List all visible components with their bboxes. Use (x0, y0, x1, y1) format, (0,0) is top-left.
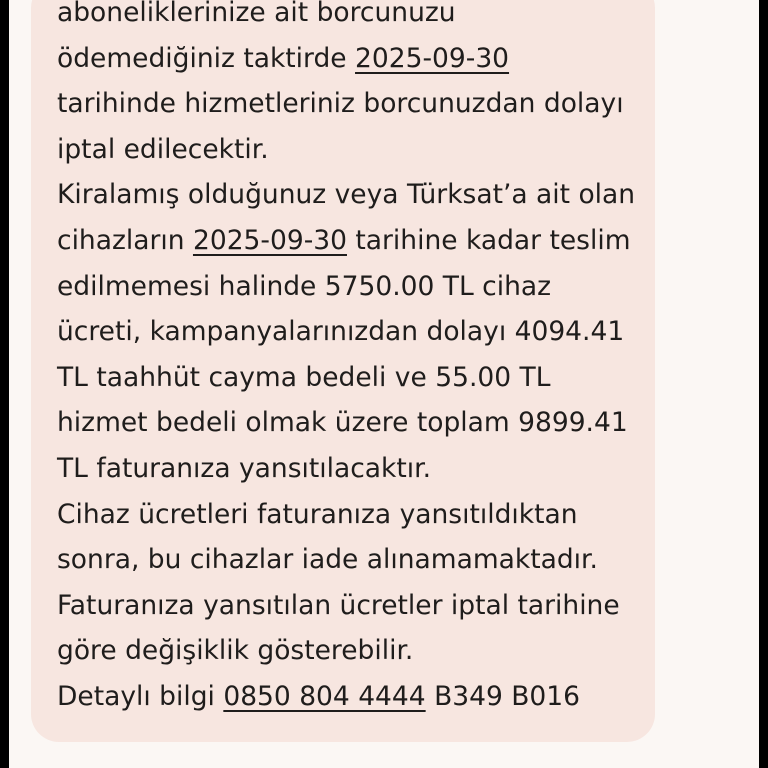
message-line (57, 446, 657, 492)
message-line (57, 583, 657, 629)
message-line (57, 36, 657, 82)
message-text-segment: Cihaz ücretleri faturanıza yansıtıldıktan (57, 498, 578, 530)
message-line (57, 309, 657, 355)
message-text-segment: cihazların (57, 224, 193, 256)
message-line (57, 81, 657, 127)
message-text-segment: Kiralamış olduğunuz veya Türksat’a ait olan (57, 179, 636, 211)
message-line (57, 127, 657, 173)
message-text-segment: ödemediğiniz taktirde (57, 42, 356, 74)
message-line (57, 400, 657, 446)
message-line (57, 492, 657, 538)
message-text-segment: sonra, bu cihazlar iade alınamamaktadır. (57, 544, 598, 576)
message-text-segment: tarihinde hizmetleriniz borcunuzdan dolayı (57, 88, 624, 120)
message-line (57, 264, 657, 310)
message-text-segment: hizmet bedeli olmak üzere toplam 9899.41 (57, 407, 628, 439)
date-link[interactable]: 2025-09-30 (355, 42, 510, 74)
date-link[interactable]: 2025-09-30 (192, 224, 347, 256)
message-line (57, 674, 657, 720)
message-text-segment: edilmemesi halinde 5750.00 TL cihaz (57, 270, 552, 302)
message-text-segment: iptal edilecektir. (57, 133, 269, 165)
message-line (57, 218, 657, 264)
message-text-segment: tarihine kadar teslim (346, 224, 631, 256)
message-line (57, 172, 657, 218)
message-text-segment: TL taahhüt cayma bedeli ve 55.00 TL (57, 361, 551, 393)
phone-link[interactable]: 0850 804 4444 (223, 680, 426, 712)
message-text-segment: Detaylı bilgi (57, 680, 224, 712)
message-line (57, 0, 657, 36)
message-text-segment: TL faturanıza yansıtılacaktır. (57, 452, 432, 484)
message-text (57, 0, 657, 720)
message-text-segment: B349 B016 (425, 680, 581, 712)
message-text-segment: ücreti, kampanyalarınızdan dolayı 4094.41 (57, 316, 625, 348)
message-text-segment: Faturanıza yansıtılan ücretler iptal tarihine (57, 589, 620, 621)
message-text-segment: aboneliklerinize ait borcunuzu (57, 0, 456, 28)
message-line (57, 355, 657, 401)
message-line (57, 537, 657, 583)
message-line (57, 628, 657, 674)
message-text-segment: göre değişiklik gösterebilir. (57, 635, 414, 667)
